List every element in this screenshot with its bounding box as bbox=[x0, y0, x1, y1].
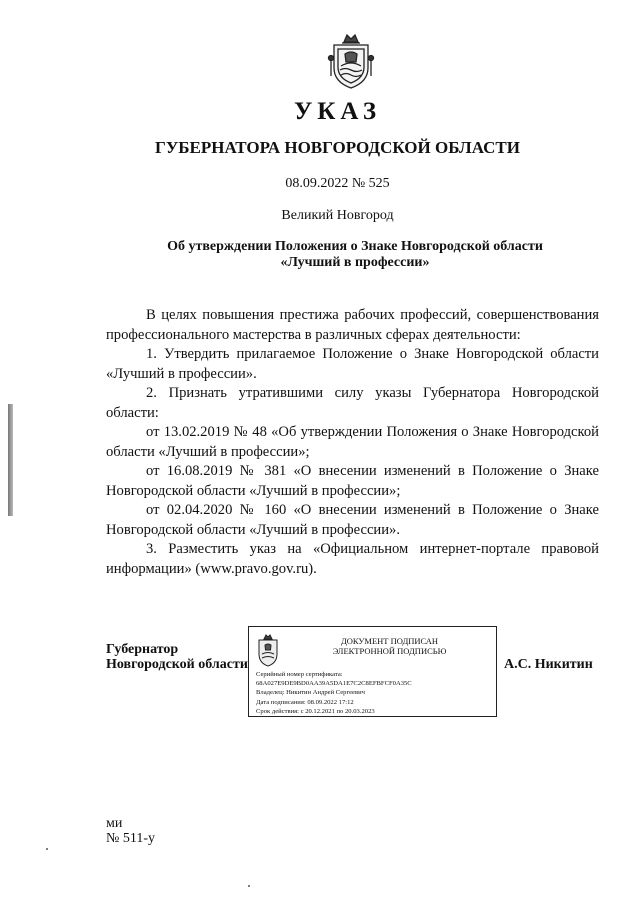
scan-speck bbox=[46, 848, 48, 850]
subject-line-1: Об утверждении Положения о Знаке Новгородской области bbox=[167, 239, 543, 254]
subject-line-2: «Лучший в профессии» bbox=[280, 255, 430, 270]
stamp-heading bbox=[287, 636, 492, 656]
body-paragraph: 3. Разместить указ на «Официальном интернет-портале правовой информации» (www.pravo.gov.ru). bbox=[106, 541, 599, 577]
position-line-2: Новгородской области bbox=[106, 657, 248, 672]
issuer-title: ГУБЕРНАТОРА НОВГОРОДСКОЙ ОБЛАСТИ bbox=[155, 138, 520, 157]
scan-speck bbox=[248, 885, 250, 887]
executor-initials: ми bbox=[106, 816, 123, 831]
electronic-signature-stamp bbox=[248, 626, 497, 717]
certificate-number: 68A027E9DE9BD0AA39A5DA1E7C2C8EFBFCF0A35C bbox=[256, 680, 412, 688]
certificate-label: Серийный номер сертификата: bbox=[256, 671, 343, 678]
footer-registration bbox=[106, 816, 155, 846]
signing-date: Дата подписания: 08.09.2022 17:12 bbox=[256, 698, 354, 706]
certificate-validity: Срок действия: с 20.12.2021 по 20.03.2023 bbox=[256, 707, 375, 715]
document-body bbox=[106, 306, 599, 579]
body-paragraph: от 16.08.2019 № 381 «О внесении изменений в Положение о Знаке Новгородской области «Лучший в профессии»; bbox=[106, 463, 599, 499]
body-paragraph: 2. Признать утратившими силу указы Губернатора Новгородской области: bbox=[106, 385, 599, 421]
signatory-name: А.С. Никитин bbox=[504, 657, 593, 672]
stamp-heading-line-1: ДОКУМЕНТ ПОДПИСАН bbox=[340, 636, 439, 646]
body-paragraph: от 13.02.2019 № 48 «Об утверждении Положения о Знаке Новгородской области «Лучший в профессии»; bbox=[106, 424, 599, 460]
stamp-heading-line-2: ЭЛЕКТРОННОЙ ПОДПИСЬЮ bbox=[332, 646, 447, 656]
novgorod-coat-of-arms-icon bbox=[327, 32, 375, 90]
date-number: 08.09.2022 № 525 bbox=[285, 176, 390, 191]
body-paragraph: В целях повышения престижа рабочих профессий, совершенствования профессионального мастерства в различных сферах деятельности: bbox=[106, 307, 599, 343]
signatory-position bbox=[106, 642, 248, 672]
stamp-coat-of-arms-icon bbox=[255, 633, 281, 667]
registration-number: № 511-у bbox=[106, 831, 155, 846]
position-line-1: Губернатор bbox=[106, 642, 179, 657]
body-paragraph: от 02.04.2020 № 160 «О внесении изменений в Положение о Знаке Новгородской области «Лучший в профессии». bbox=[106, 502, 599, 538]
scan-edge-mark bbox=[8, 404, 13, 516]
stamp-details bbox=[256, 670, 412, 716]
document-type-title: УКАЗ bbox=[293, 98, 382, 125]
document-subject bbox=[100, 239, 610, 271]
body-paragraph: 1. Утвердить прилагаемое Положение о Знаке Новгородской области «Лучший в профессии». bbox=[106, 346, 599, 382]
city: Великий Новгород bbox=[281, 208, 394, 223]
certificate-owner: Владелец: Никитин Андрей Сергеевич bbox=[256, 689, 365, 697]
